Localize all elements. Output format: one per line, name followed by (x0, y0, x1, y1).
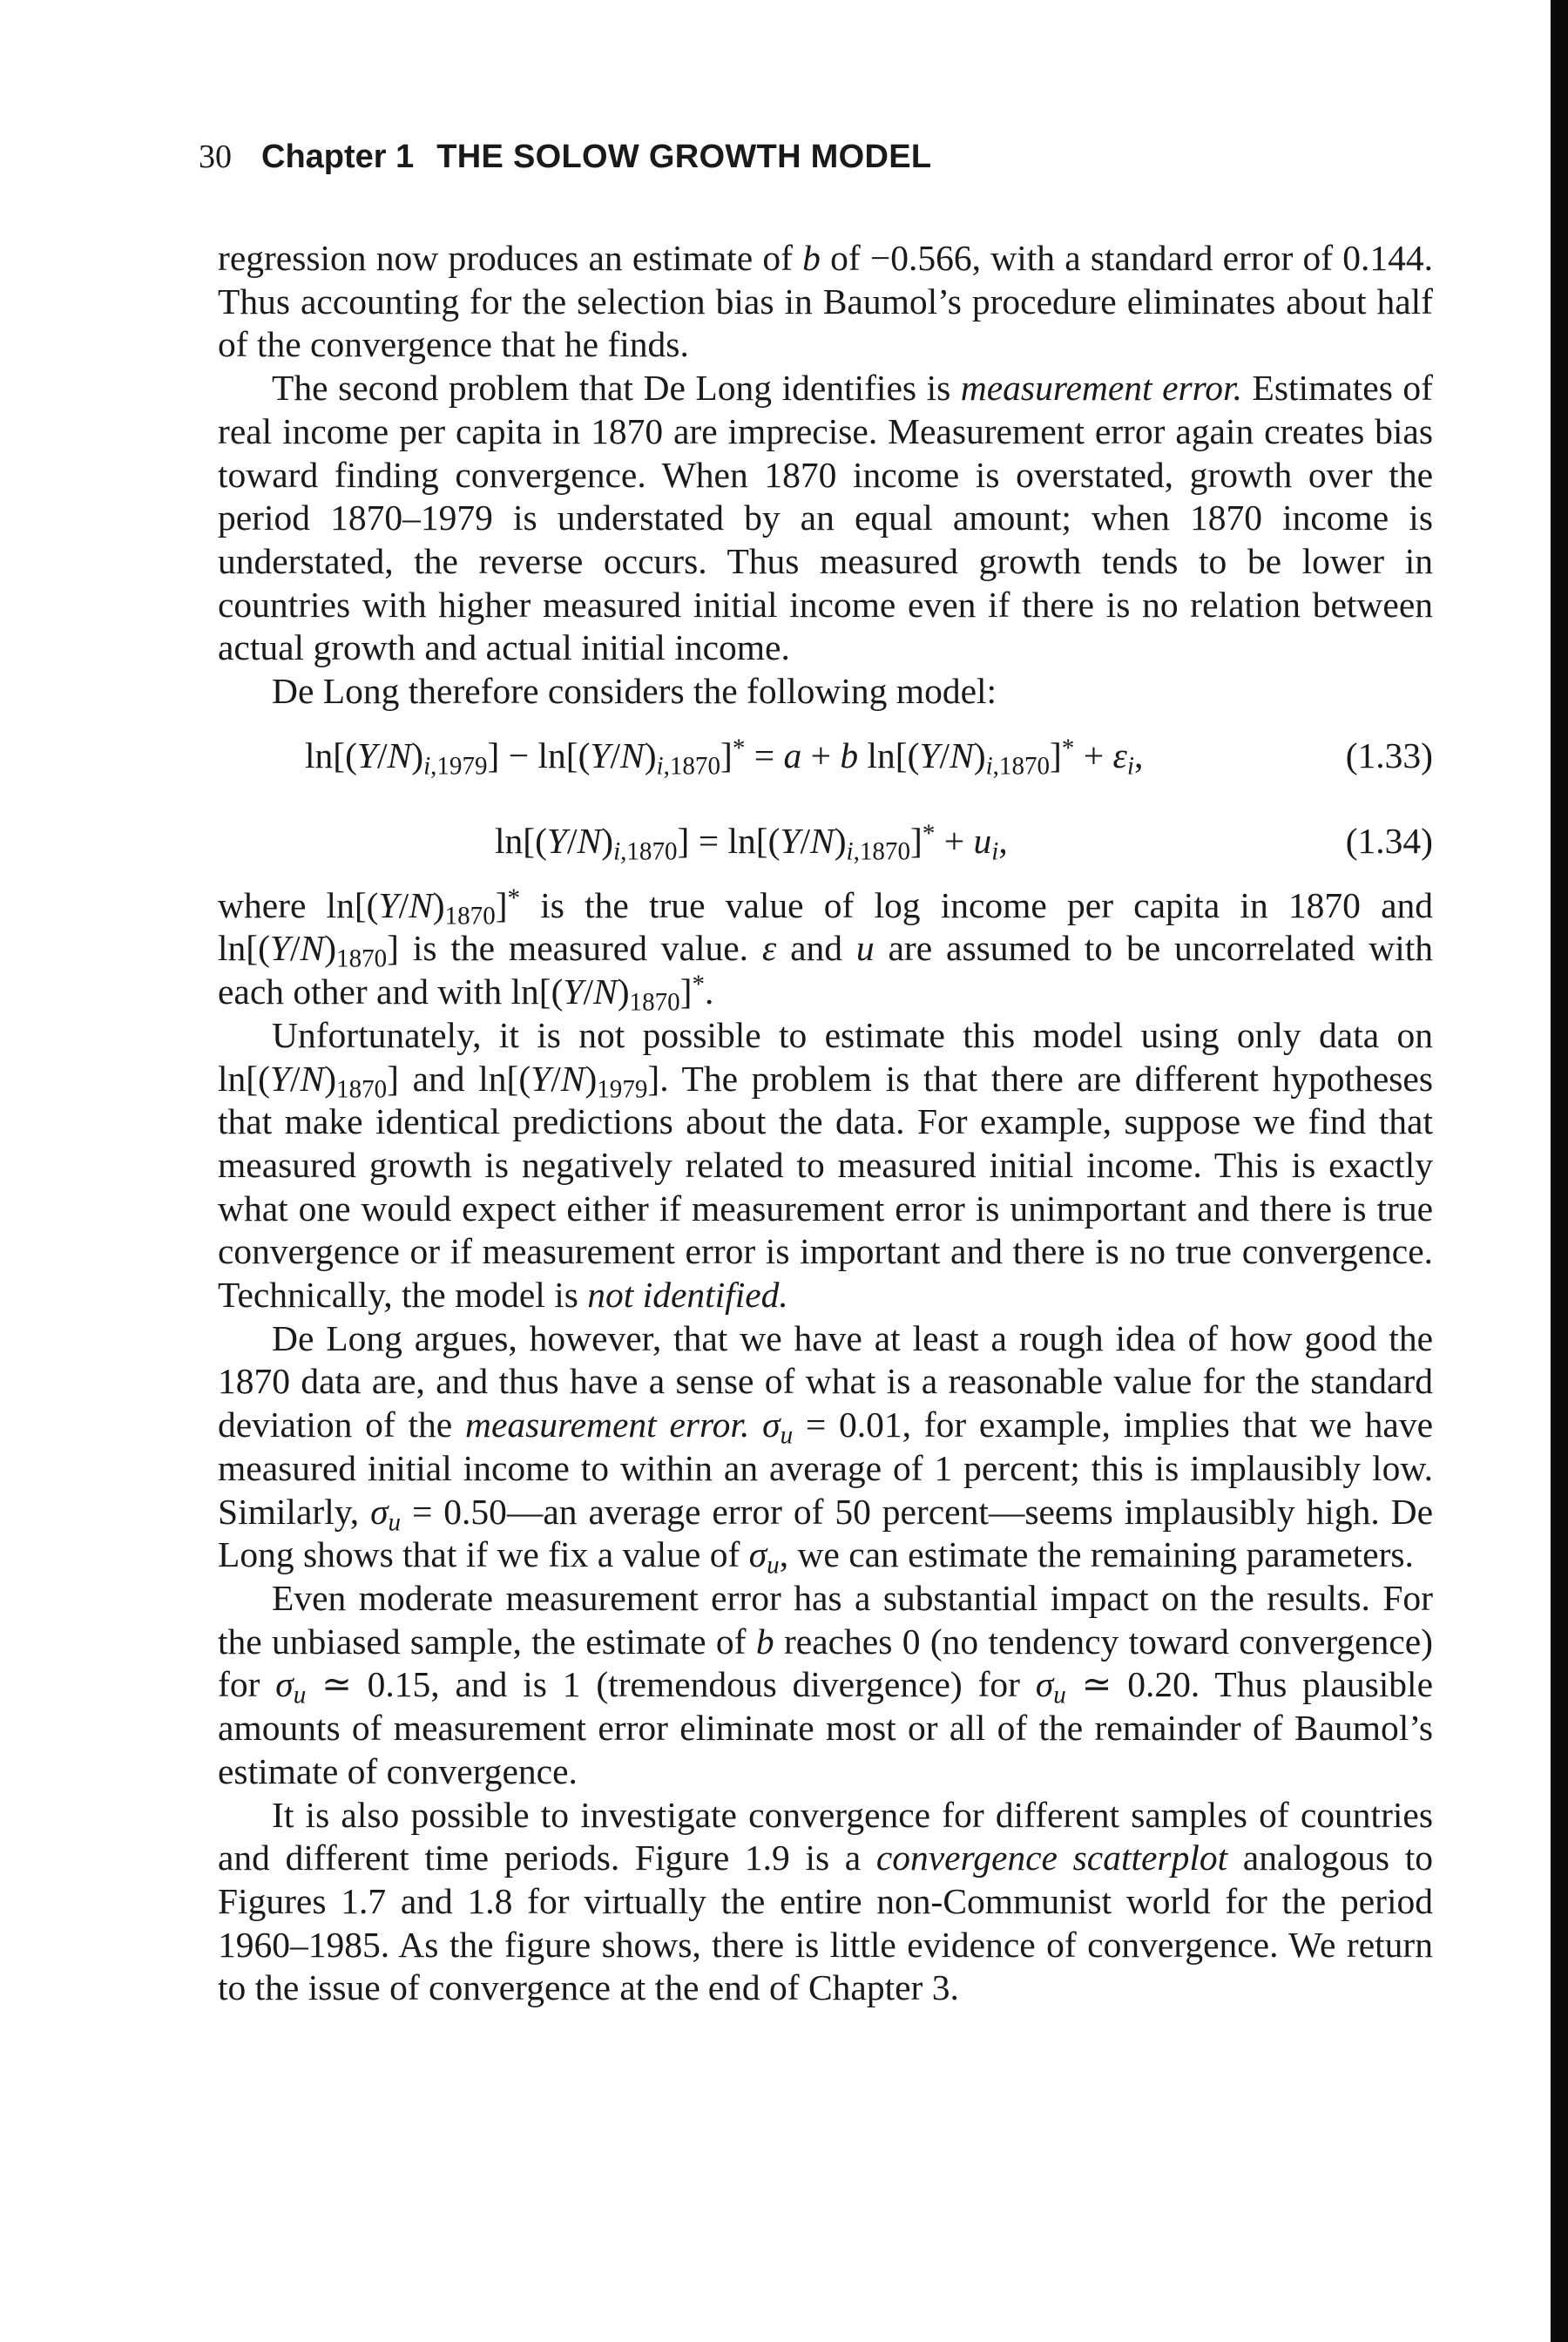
chapter-title: THE SOLOW GROWTH MODEL (436, 139, 932, 175)
paragraph-8: It is also possible to investigate convergence for different samples of countries and different time periods. Figure 1.9 is a convergence scatterplot analogous to Figures 1.7 and 1.8 for virtually the entire non-Communist world for the period 1960–1985. As the figure shows, there is little evidence of convergence. We return to the issue of convergence at the end of Chapter 3. (218, 1794, 1433, 2008)
running-header (199, 138, 931, 176)
chapter-label: Chapter 1 (261, 139, 415, 175)
paragraph-7: Even moderate measurement error has a substantial impact on the results. For the unbiased sample, the estimate of b reaches 0 (no tendency toward convergence) for $\sigma_u$ ≃ 0.15, and is 1 (tremendous divergence) for $\sigma_u$ ≃ 0.20. Thus plausible amounts of measurement error eliminate most or all of the remainder of Baumol’s estimate of convergence. (218, 1577, 1434, 1791)
page-body (218, 237, 1433, 2010)
equation-expression: $\ln[(Y/N)_{i,1979}] - \ln[(Y/N)_{i,1870}]^* = a + b$ $\ln[(Y/N)_{i,1870}]^* + \varepsilon_i$, (305, 734, 1144, 780)
paragraph-1: regression now produces an estimate of b of −0.566, with a standard error of 0.144. Thus accounting for the selection bias in Baumol’s procedure eliminates about half of the convergence that he finds. (218, 238, 1434, 365)
paragraph-2: The second problem that De Long identifies is measurement error. Estimates of real income per capita in 1870 are imprecise. Measurement error again creates bias toward finding convergence. When 1870 income is overstated, growth over the period 1870–1979 is understated by an equal amount; when 1870 income is understated, the reverse occurs. Thus measured growth tends to be lower in countries with higher measured initial income even if there is no relation between actual growth and actual initial income. (218, 368, 1433, 668)
equation-number: (1.33) (1345, 734, 1433, 775)
paragraph-3: De Long therefore considers the following model: (272, 671, 997, 712)
equation-1-34 (218, 799, 1433, 884)
paragraph-5: Unfortunately, it is not possible to estimate this model using only data on $\ln[(Y/N)_{1870}]$ and $\ln[(Y/N)_{1979}]$. The problem is that there are different hypotheses that make identical predictions about the data. For example, suppose we find that measured growth is negatively related to measured initial income. This is exactly what one would expect either if measurement error is unimportant and there is true convergence or if measurement error is important and there is no true convergence. Technically, the model is not identified. (218, 1014, 1433, 1316)
equation-number: (1.34) (1345, 820, 1433, 861)
page-number: 30 (199, 139, 232, 175)
equation-1-33 (218, 714, 1433, 799)
page-binding-edge (1551, 0, 1568, 2342)
paragraph-4: where $\ln[(Y/N)_{1870}]^*$ is the true value of log income per capita in 1870 and $\ln[(Y/N)_{1870}]$ is the measured value. ε and u are assumed to be uncorrelated with each other and with $\ln[(Y/N)_{1870}]^*$. (218, 883, 1433, 1017)
paragraph-6: De Long argues, however, that we have at least a rough idea of how good the 1870 data are, and thus have a sense of what is a reasonable value for the standard deviation of the measurement error. $\sigma_u = 0.01$, for example, implies that we have measured initial income to within an average of 1 percent; this is implausibly low. Similarly, $\sigma_u$ = 0.50—an average error of 50 percent—seems implausibly high. De Long shows that if we fix a value of $\sigma_u$, we can estimate the remaining parameters. (218, 1317, 1434, 1580)
equation-expression: $\ln[(Y/N)_{i,1870}] = \ln[(Y/N)_{i,1870}]^* + u_i$, (495, 819, 1008, 865)
